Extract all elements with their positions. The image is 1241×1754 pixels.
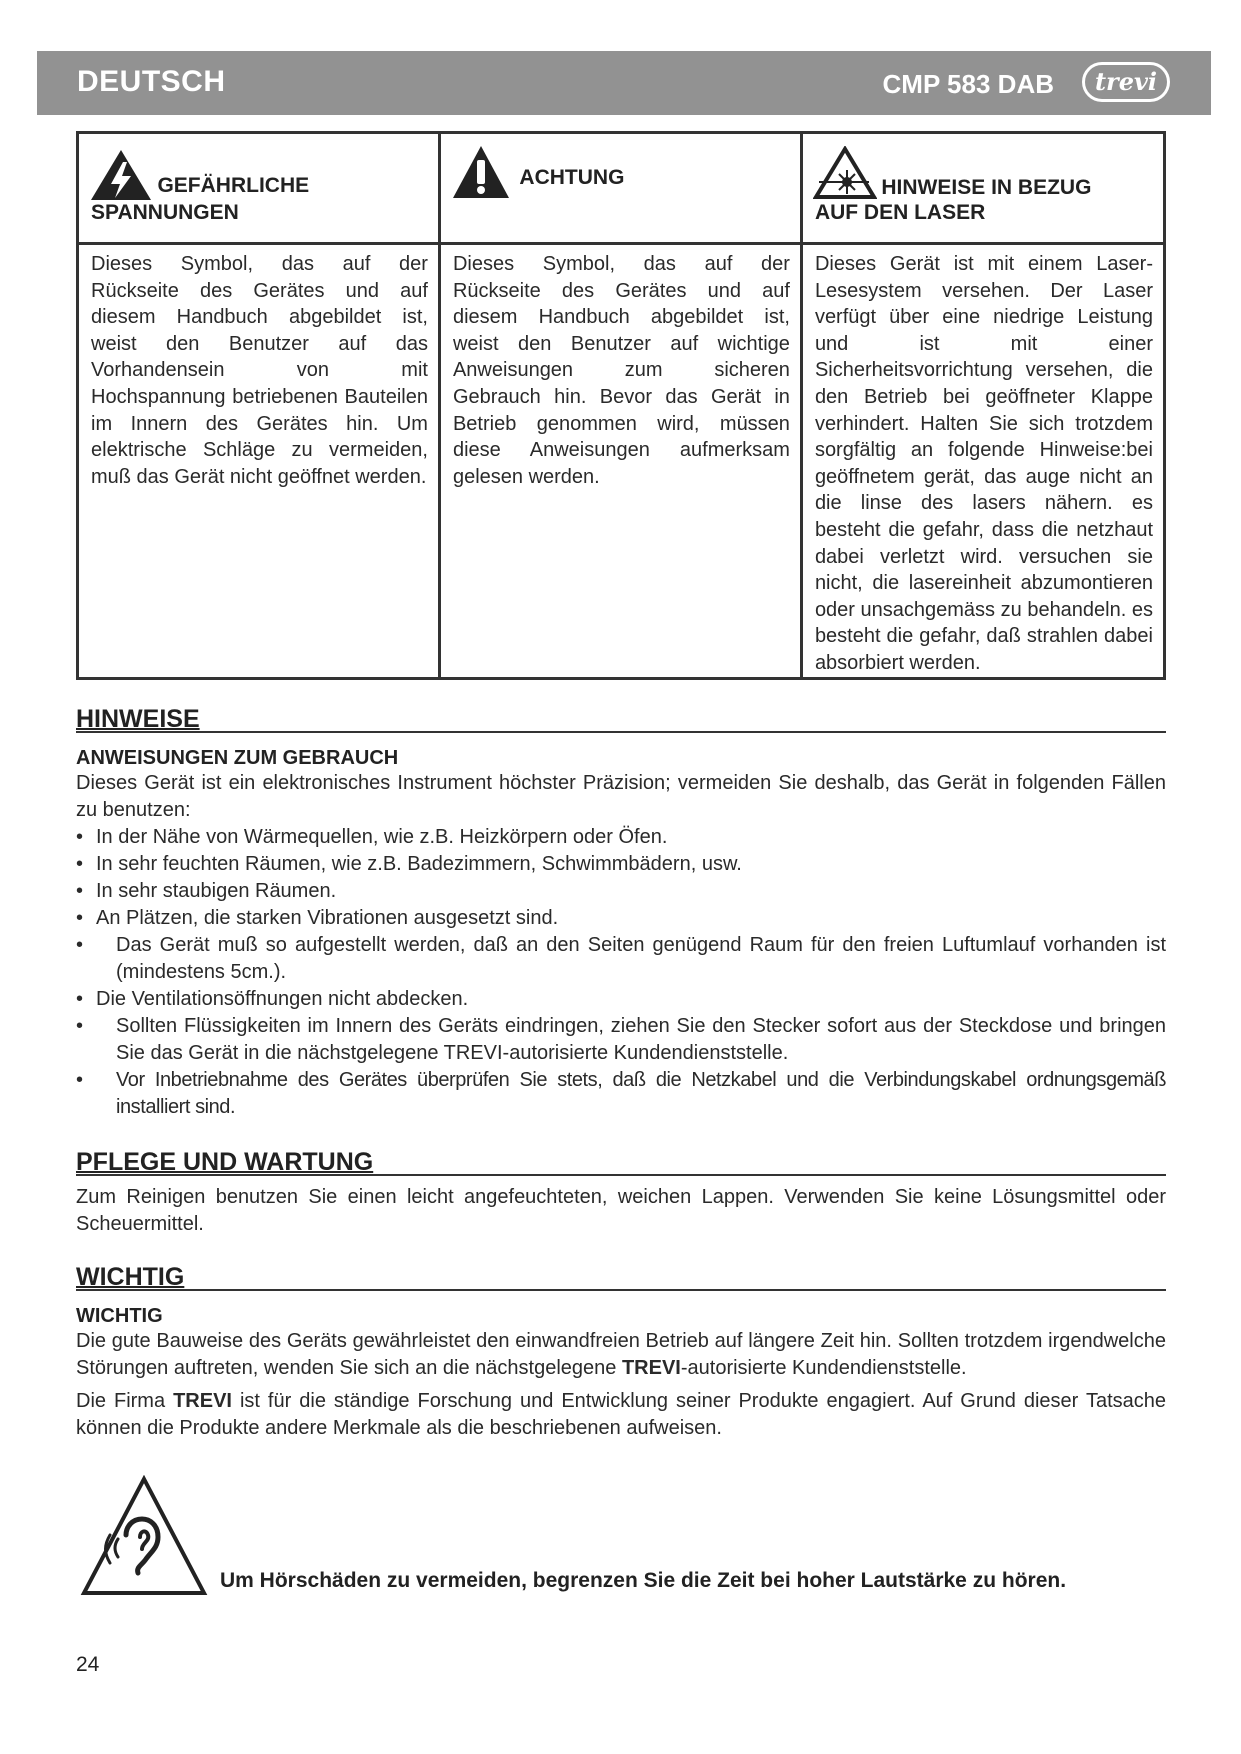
section-title: WICHTIG bbox=[76, 1265, 1166, 1291]
list-item: • Die Ventilationsöffnungen nicht abdecken. bbox=[76, 986, 1166, 1013]
page-number: 24 bbox=[76, 1653, 100, 1676]
usage-bullet-list bbox=[76, 824, 1166, 1121]
high-voltage-warning-icon bbox=[89, 148, 153, 207]
warning-body-attention: Dieses Symbol, das auf der Rückseite des Gerätes und auf diesem Handbuch abgebildet ist, weist den Benutzer auf wichtige Anweisungen zum sicheren Gebrauch hin. Bevor das Gerät in Betrieb genommen wird, müssen diese Anweisungen aufmerksam gelesen werden. bbox=[439, 244, 801, 679]
warranty-text: Die gute Bauweise des Geräts gewährleistet den einwandfreien Betrieb auf längere Zeit hin. Sollten trotzdem irgendwelche Störungen auftreten, wenden Sie sich an die nächstgelegene TREVI-autorisierte Kundendienststelle. bbox=[76, 1330, 1166, 1379]
list-item: • Vor Inbetriebnahme des Gerätes überprüfen Sie stets, daß die Netzkabel und die Verbindungskabel ordnungsgemäß installiert sind. bbox=[76, 1067, 1166, 1121]
hinweise-section bbox=[76, 707, 1166, 1121]
company-text: Die Firma TREVI ist für die ständige Forschung und Entwicklung seiner Produkte engagiert. Auf Grund dieser Tatsache können die Produkte andere Merkmale als die beschriebenen aufweisen. bbox=[76, 1390, 1167, 1439]
warning-title-line2: AUF DEN LASER bbox=[814, 201, 986, 224]
pflege-section bbox=[76, 1150, 1166, 1238]
list-item: • Sollten Flüssigkeiten im Innern des Geräts eindringen, ziehen Sie den Stecker sofort aus der Steckdose und bringen Sie das Gerät in die nächstgelegene TREVI-autorisierte Kundendienststelle. bbox=[76, 1013, 1166, 1067]
warning-header-laser bbox=[801, 133, 1164, 244]
model-name: CMP 583 DAB bbox=[882, 69, 1054, 99]
intro-text: Dieses Gerät ist ein elektronisches Instrument höchster Präzision; vermeiden Sie deshalb, das Gerät in folgenden Fällen zu benutzen: bbox=[76, 772, 1166, 821]
list-item: • Das Gerät muß so aufgestellt werden, daß an den Seiten genügend Raum für den freien Luftumlauf vorhanden ist (mindestens 5cm.). bbox=[76, 932, 1166, 986]
warning-body-voltage: Dieses Symbol, das auf der Rückseite des Gerätes und auf diesem Handbuch abgebildet ist, weist den Benutzer auf das Vorhandensein von mit Hochspannung betriebenen Bauteilen im Innern des Gerätes hin. Um elektrische Schläge zu vermeiden, muß das Gerät nicht geöffnet werden. bbox=[78, 244, 440, 679]
care-text: Zum Reinigen benutzen Sie einen leicht angefeuchteten, weichen Lappen. Verwenden Sie keine Lösungsmittel oder Scheuermittel. bbox=[76, 1186, 1166, 1235]
hearing-warning-text: Um Hörschäden zu vermeiden, begrenzen Sie die Zeit bei hoher Lautstärke zu hören. bbox=[220, 1569, 1067, 1592]
wichtig-section bbox=[76, 1265, 1166, 1442]
laser-warning-icon bbox=[813, 146, 877, 205]
page-header bbox=[37, 51, 1211, 115]
trevi-logo: trevi bbox=[1082, 62, 1170, 102]
section-subtitle: WICHTIG bbox=[76, 1305, 163, 1327]
section-title: PFLEGE UND WARTUNG bbox=[76, 1150, 1166, 1176]
warning-title: HINWEISE IN BEZUG bbox=[881, 176, 1092, 199]
warning-body-laser: Dieses Gerät ist mit einem Laser-Lesesystem versehen. Der Laser verfügt über eine niedrige Leistung und ist mit einer Sicherheitsvorrichtung versehen, die den Betrieb bei geöffneter Klappe verhindert. Halten Sie sich trotzdem sorgfältig an folgende Hinweise:bei geöffnetem gerät, das auge nicht an die linse des lasers nähern. es besteht die gefahr, dass die netzhaut dabei verletzt wird. versuchen sie nicht, die lasereinheit abzumontieren oder unsachgemäss zu behandeln. es besteht die gefahr, daß strahlen dabei absorbiert werden. bbox=[801, 244, 1164, 679]
warning-header-attention bbox=[439, 133, 801, 244]
hearing-warning-icon bbox=[80, 1475, 208, 1602]
language-label: DEUTSCH bbox=[77, 65, 226, 98]
exclamation-warning-icon bbox=[451, 144, 511, 205]
warnings-table bbox=[76, 131, 1166, 680]
list-item: • In sehr feuchten Räumen, wie z.B. Badezimmern, Schwimmbädern, usw. bbox=[76, 851, 1166, 878]
warning-title-line2: SPANNUNGEN bbox=[91, 201, 239, 224]
warning-header-voltage bbox=[78, 133, 440, 244]
warning-title: GEFÄHRLICHE bbox=[157, 174, 310, 197]
list-item: • In der Nähe von Wärmequellen, wie z.B. Heizkörpern oder Öfen. bbox=[76, 824, 1166, 851]
hearing-warning bbox=[80, 1475, 1180, 1595]
list-item: • An Plätzen, die starken Vibrationen ausgesetzt sind. bbox=[76, 905, 1166, 932]
section-title: HINWEISE bbox=[76, 707, 1166, 733]
section-subtitle: ANWEISUNGEN ZUM GEBRAUCH bbox=[76, 747, 399, 769]
warning-title: ACHTUNG bbox=[519, 166, 625, 189]
list-item: • In sehr staubigen Räumen. bbox=[76, 878, 1166, 905]
